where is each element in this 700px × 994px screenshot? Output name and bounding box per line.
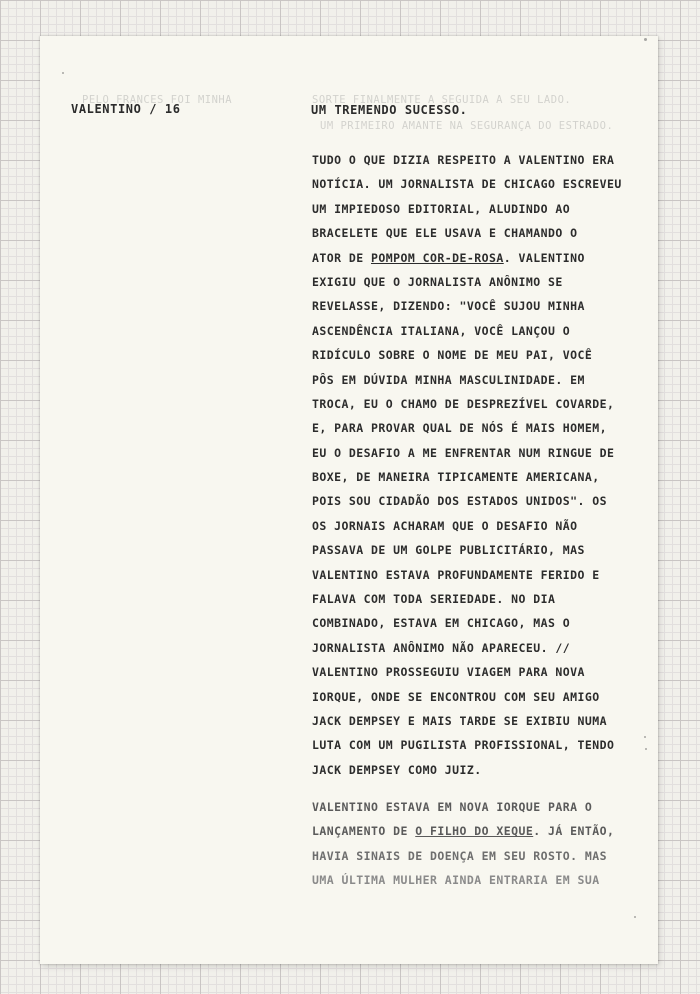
text-line: PÔS EM DÚVIDA MINHA MASCULINIDADE. EM: [312, 372, 585, 387]
text-line: JACK DEMPSEY COMO JUIZ.: [312, 762, 482, 777]
text-line: COMBINADO, ESTAVA EM CHICAGO, MAS O: [312, 616, 571, 631]
text-line: EU O DESAFIO A ME ENFRENTAR NUM RINGUE DE: [312, 445, 615, 460]
paper-speck: [62, 72, 64, 74]
text-line: OS JORNAIS ACHARAM QUE O DESAFIO NÃO: [312, 518, 578, 533]
underlined-title: O FILHO DO XEQUE: [415, 824, 534, 839]
text-line: BRACELETE QUE ELE USAVA E CHAMANDO O: [312, 226, 578, 241]
text-line: UM IMPIEDOSO EDITORIAL, ALUDINDO AO: [312, 201, 571, 216]
text-line: BOXE, DE MANEIRA TIPICAMENTE AMERICANA,: [312, 470, 600, 485]
body-paragraph: [312, 795, 646, 893]
text-line: POIS SOU CIDADÃO DOS ESTADOS UNIDOS". OS: [312, 494, 607, 509]
text-line: TROCA, EU O CHAMO DE DESPREZÍVEL COVARDE,: [312, 396, 615, 411]
text-line: UMA ÚLTIMA MULHER AINDA ENTRARIA EM SUA: [312, 873, 600, 888]
text-line: LUTA COM UM PUGILISTA PROFISSIONAL, TENDO: [312, 738, 615, 753]
underlined-title: POMPOM COR-DE-ROSA: [371, 250, 504, 265]
offset-ghost-text: SORTE FINALMENTE A SEGUIDA A SEU LADO.: [312, 94, 572, 106]
text-line: ATOR DE POMPOM COR-DE-ROSA. VALENTINO: [312, 250, 585, 265]
text-line: ASCENDÊNCIA ITALIANA, VOCÊ LANÇOU O: [312, 323, 571, 338]
paper-speck: [634, 916, 636, 918]
offset-ghost-text: PELO FRANCES FOI MINHA: [82, 94, 233, 106]
text-line: TUDO O QUE DIZIA RESPEITO A VALENTINO ERA: [312, 153, 615, 167]
page-header-label: VALENTINO / 16: [71, 102, 181, 116]
offset-ghost-text: UM PRIMEIRO AMANTE NA SEGURANÇA DO ESTRADO.: [320, 120, 614, 132]
paper-speck: [645, 748, 647, 750]
text-line: VALENTINO ESTAVA EM NOVA IORQUE PARA O: [312, 800, 593, 814]
text-line: VALENTINO PROSSEGUIU VIAGEM PARA NOVA: [312, 665, 585, 680]
text-line: FALAVA COM TODA SERIEDADE. NO DIA: [312, 592, 556, 607]
subject-line: UM TREMENDO SUCESSO.: [311, 103, 468, 117]
text-line: REVELASSE, DIZENDO: "VOCÊ SUJOU MINHA: [312, 299, 585, 314]
typewritten-page: [40, 36, 658, 964]
text-line: NOTÍCIA. UM JORNALISTA DE CHICAGO ESCREVEU: [312, 177, 622, 192]
text-line: PASSAVA DE UM GOLPE PUBLICITÁRIO, MAS: [312, 543, 585, 558]
body-paragraph: [312, 148, 646, 782]
paper-speck: [644, 736, 646, 738]
paper-speck: [644, 38, 647, 41]
text-line: JORNALISTA ANÔNIMO NÃO APARECEU. //: [312, 640, 571, 655]
text-line: EXIGIU QUE O JORNALISTA ANÔNIMO SE: [312, 274, 563, 289]
text-line: LANÇAMENTO DE O FILHO DO XEQUE. JÁ ENTÃO,: [312, 824, 615, 839]
text-line: IORQUE, ONDE SE ENCONTROU COM SEU AMIGO: [312, 689, 600, 704]
text-line: JACK DEMPSEY E MAIS TARDE SE EXIBIU NUMA: [312, 713, 607, 728]
text-line: E, PARA PROVAR QUAL DE NÓS É MAIS HOMEM,: [312, 421, 607, 436]
text-line: RIDÍCULO SOBRE O NOME DE MEU PAI, VOCÊ: [312, 348, 593, 363]
text-line: HAVIA SINAIS DE DOENÇA EM SEU ROSTO. MAS: [312, 848, 607, 863]
text-line: VALENTINO ESTAVA PROFUNDAMENTE FERIDO E: [312, 567, 600, 582]
